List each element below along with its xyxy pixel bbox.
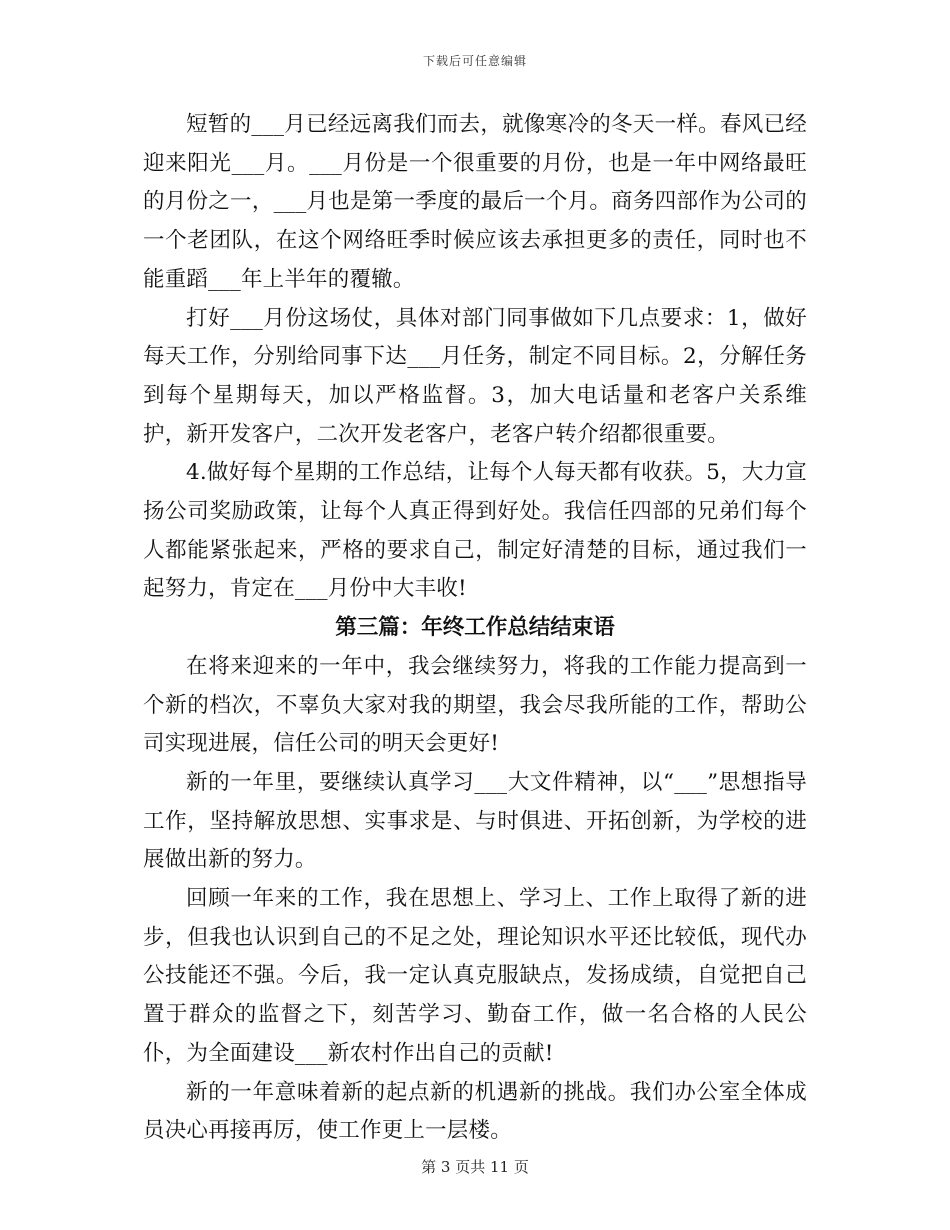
paragraph: 新的一年里，要继续认真学习___大文件精神，以“___”思想指导工作，坚持解放思想、实事求是、与时俱进、开拓创新，为学校的进展做出新的努力。 xyxy=(143,769,807,873)
paragraph: 4.做好每个星期的工作总结，让每个人每天都有收获。5，大力宣扬公司奖励政策，让每个人真正得到好处。我信任四部的兄弟们每个人都能紧张起来，严格的要求自己，制定好清楚的目标，通过我们一起努力，肯定在___月份中大丰收! xyxy=(143,460,807,602)
paragraph: 在将来迎来的一年中，我会继续努力，将我的工作能力提高到一个新的档次，不辜负大家对我的期望，我会尽我所能的工作，帮助公司实现进展，信任公司的明天会更好! xyxy=(143,653,807,757)
document-body xyxy=(143,106,807,1151)
page-header: 下载后可任意编辑 xyxy=(422,54,527,68)
paragraph: 回顾一年来的工作，我在思想上、学习上、工作上取得了新的进步，但我也认识到自己的不足之处，理论知识水平还比较低，现代办公技能还不强。今后，我一定认真克服缺点，发扬成绩，自觉把自己置于群众的监督之下，刻苦学习、勤奋工作，做一名合格的人民公仆，为全面建设___新农村作出自己的贡献! xyxy=(143,886,807,1066)
page-number-footer: 第 3 页共 11 页 xyxy=(421,1158,529,1176)
section-heading: 第三篇：年终工作总结结束语 xyxy=(335,615,615,641)
paragraph: 新的一年意味着新的起点新的机遇新的挑战。我们办公室全体成员决心再接再厉，使工作更上一层楼。 xyxy=(143,1079,807,1144)
paragraph: 打好___月份这场仗，具体对部门同事做如下几点要求：1，做好每天工作，分别给同事下达___月任务，制定不同目标。2，分解任务到每个星期每天，加以严格监督。3，加大电话量和老客户关系维护，新开发客户，二次开发老客户，老客户转介绍都很重要。 xyxy=(143,305,807,447)
paragraph: 短暂的___月已经远离我们而去，就像寒冷的冬天一样。春风已经迎来阳光___月。___月份是一个很重要的月份，也是一年中网络最旺的月份之一，___月也是第一季度的最后一个月。商务四部作为公司的一个老团队，在这个网络旺季时候应该去承担更多的责任，同时也不能重蹈___年上半年的覆辙。 xyxy=(143,112,807,292)
